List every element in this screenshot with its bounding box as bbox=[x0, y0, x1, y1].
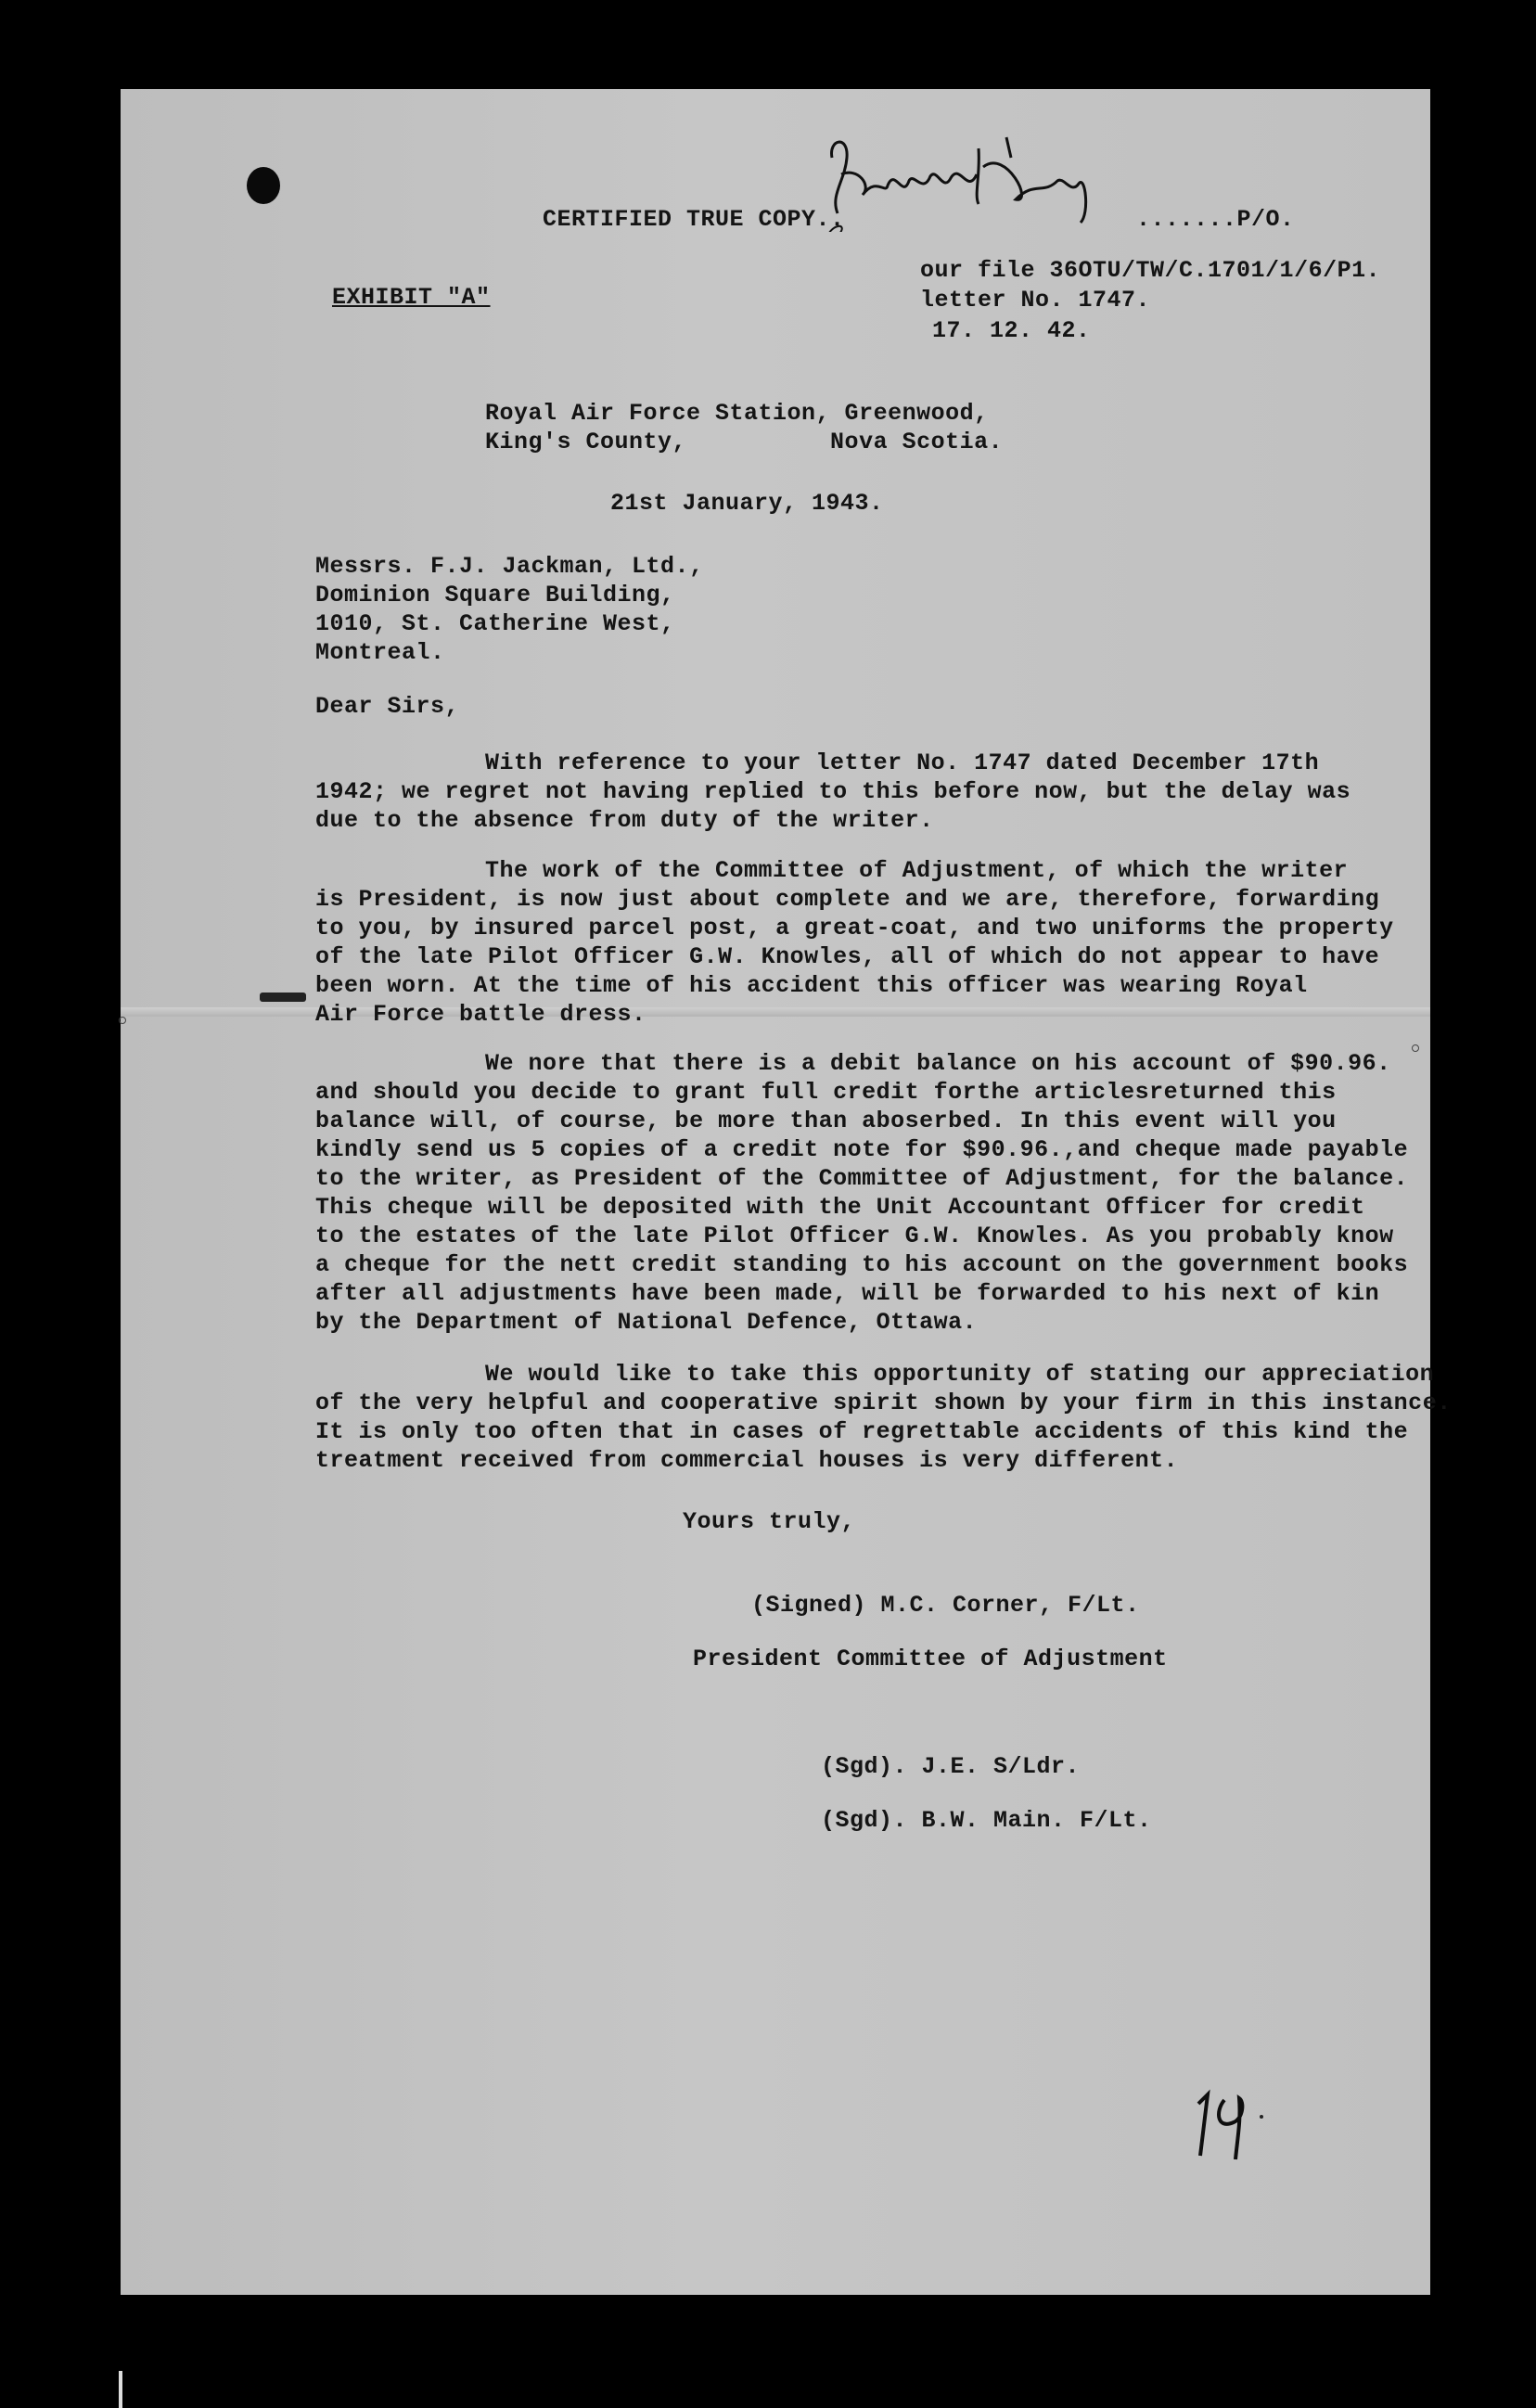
body-line: This cheque will be deposited with the Unit Accountant Officer for credit bbox=[315, 1194, 1365, 1221]
body-line: and should you decide to grant full credit forthe articlesreturned this bbox=[315, 1079, 1337, 1106]
recipient-address-line: Montreal. bbox=[315, 639, 445, 666]
body-line: With reference to your letter No. 1747 dated December 17th bbox=[485, 749, 1320, 776]
reference-date: 17. 12. 42. bbox=[932, 317, 1091, 344]
signatory-line: (Sgd). B.W. Main. F/Lt. bbox=[821, 1807, 1152, 1834]
file-reference: our file 36OTU/TW/C.1701/1/6/P1. bbox=[920, 257, 1381, 284]
letter-number: letter No. 1747. bbox=[920, 287, 1151, 314]
sender-address-line: King's County, Nova Scotia. bbox=[485, 429, 1004, 455]
body-line: after all adjustments have been made, will be forwarded to his next of kin bbox=[315, 1280, 1380, 1307]
punch-hole bbox=[247, 167, 280, 204]
body-line: We nore that there is a debit balance on his account of $90.96. bbox=[485, 1050, 1391, 1077]
body-line: 1942; we regret not having replied to this before now, but the delay was bbox=[315, 778, 1351, 805]
signatory-line: (Sgd). J.E. S/Ldr. bbox=[821, 1753, 1081, 1780]
body-line: is President, is now just about complete and we are, therefore, forwarding bbox=[315, 886, 1380, 913]
body-line: to the estates of the late Pilot Officer G.W. Knowles. As you probably know bbox=[315, 1223, 1394, 1249]
body-line: a cheque for the nett credit standing to his account on the government books bbox=[315, 1251, 1409, 1278]
handwritten-page-number bbox=[1187, 2083, 1271, 2167]
body-line: The work of the Committee of Adjustment, of which the writer bbox=[485, 857, 1349, 884]
body-line: due to the absence from duty of the writer. bbox=[315, 807, 934, 834]
body-line: treatment received from commercial houses is very different. bbox=[315, 1447, 1179, 1474]
ink-smudge bbox=[260, 993, 306, 1002]
body-line: We would like to take this opportunity of stating our appreciation bbox=[485, 1361, 1435, 1388]
recipient-address-line: Messrs. F.J. Jackman, Ltd., bbox=[315, 553, 704, 580]
exhibit-label: EXHIBIT "A" bbox=[332, 284, 491, 311]
body-line: of the very helpful and cooperative spirit shown by your firm in this instance. bbox=[315, 1390, 1452, 1416]
margin-mark bbox=[119, 2371, 122, 2408]
body-line: balance will, of course, be more than aboserbed. In this event will you bbox=[315, 1108, 1337, 1134]
recipient-address-line: Dominion Square Building, bbox=[315, 582, 675, 608]
salutation: Dear Sirs, bbox=[315, 693, 460, 720]
signatory-title: President Committee of Adjustment bbox=[693, 1646, 1168, 1672]
body-line: by the Department of National Defence, Ottawa. bbox=[315, 1309, 978, 1336]
handwritten-signature bbox=[821, 130, 1127, 232]
document-page bbox=[121, 89, 1452, 2295]
body-line: to the writer, as President of the Committee of Adjustment, for the balance. bbox=[315, 1165, 1409, 1192]
body-line: Air Force battle dress. bbox=[315, 1001, 646, 1028]
certified-label: CERTIFIED TRUE COPY.. bbox=[543, 206, 845, 233]
body-line: of the late Pilot Officer G.W. Knowles, all of which do not appear to have bbox=[315, 943, 1380, 970]
closing-phrase: Yours truly, bbox=[683, 1508, 856, 1535]
body-line: It is only too often that in cases of regrettable accidents of this kind the bbox=[315, 1418, 1409, 1445]
body-line: kindly send us 5 copies of a credit note for $90.96.,and cheque made payable bbox=[315, 1136, 1409, 1163]
signatory-line: (Signed) M.C. Corner, F/Lt. bbox=[751, 1592, 1140, 1619]
sender-address-line: Royal Air Force Station, Greenwood, bbox=[485, 400, 989, 427]
recipient-address-line: 1010, St. Catherine West, bbox=[315, 610, 675, 637]
certified-tail: .......P/O. bbox=[1136, 206, 1295, 233]
letter-date: 21st January, 1943. bbox=[610, 490, 884, 517]
body-line: to you, by insured parcel post, a great-coat, and two uniforms the property bbox=[315, 915, 1394, 941]
margin-ring-mark bbox=[119, 1017, 126, 1024]
body-line: been worn. At the time of his accident this officer was wearing Royal bbox=[315, 972, 1308, 999]
margin-ring-mark bbox=[1412, 1044, 1419, 1052]
